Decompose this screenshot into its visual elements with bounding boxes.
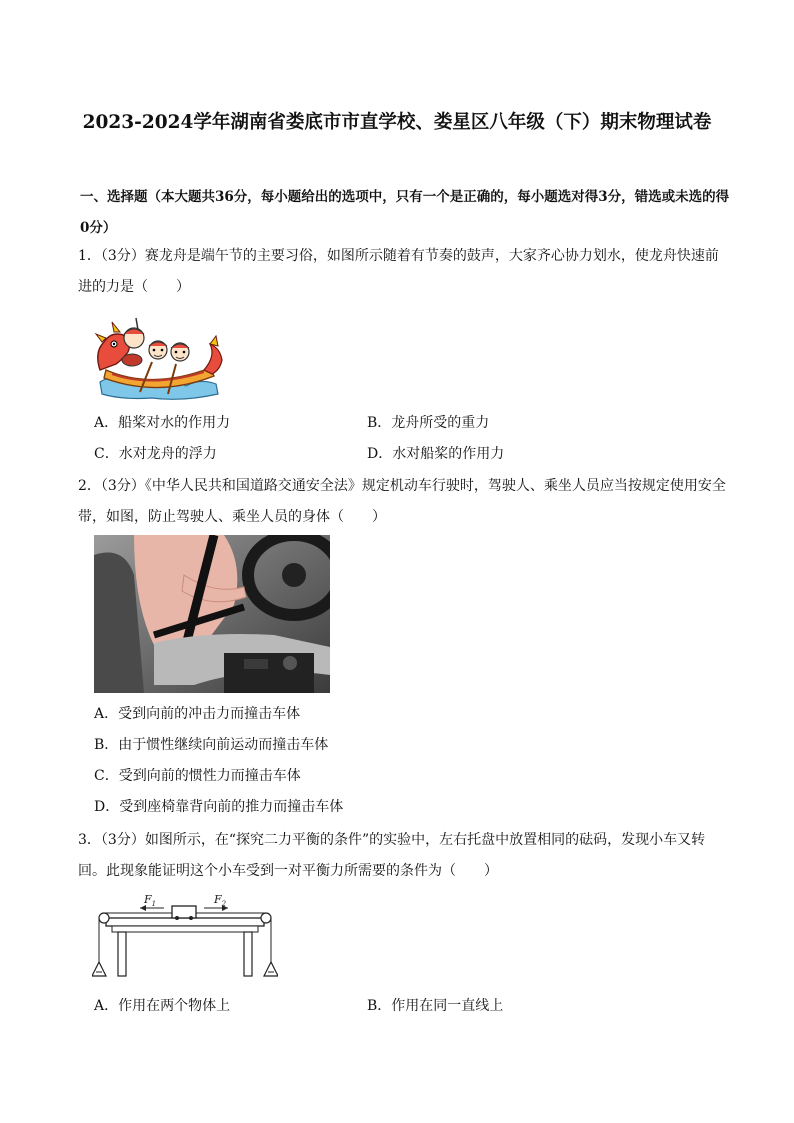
question-2	[78, 471, 728, 533]
page-title: 2023-2024学年湖南省娄底市市直学校、娄星区八年级（下）期末物理试卷	[82, 112, 712, 133]
svg-text:F2	[213, 893, 227, 908]
q2-option-a: A．受到向前的冲击力而撞击车体	[94, 706, 301, 722]
question-text: 如图所示，在“探究二力平衡的条件”的实验中，左右托盘中放置相同的砝码，发现小车又转回。此现象能证明这个小车受到一对平衡力所需要的条件为（ ）	[78, 832, 706, 879]
section-heading: 一、选择题（本大题共36分，每小题给出的选项中，只有一个是正确的，每小题选对得3分，错选或未选的得0分）	[80, 189, 730, 236]
f2-subscript: 2	[221, 900, 227, 908]
two-force-balance-diagram	[92, 890, 278, 980]
question-score: （3分）	[100, 248, 145, 264]
q1-option-b: B．龙舟所受的重力	[367, 415, 490, 431]
question-number: 1．	[78, 248, 101, 264]
q3-option-a: A．作用在两个物体上	[94, 998, 231, 1014]
question-3	[78, 825, 728, 887]
f2-label: F	[214, 893, 222, 906]
q3-option-b: B．作用在同一直线上	[367, 998, 504, 1014]
svg-text:F1	[143, 893, 156, 908]
question-score: （3分）	[100, 832, 145, 848]
question-number: 2．	[78, 478, 101, 494]
q2-option-b: B．由于惯性继续向前运动而撞击车体	[94, 737, 329, 753]
q2-option-d: D．受到座椅靠背向前的推力而撞击车体	[94, 799, 344, 815]
q1-option-a: A．船桨对水的作用力	[94, 415, 231, 431]
seatbelt-photo	[94, 535, 330, 693]
question-1	[78, 241, 728, 303]
question-text: 赛龙舟是端午节的主要习俗，如图所示随着有节奏的鼓声，大家齐心协力划水，使龙舟快速前进的力是（ ）	[78, 248, 719, 295]
q1-option-c: C．水对龙舟的浮力	[94, 446, 217, 462]
q1-option-d: D．水对船桨的作用力	[367, 446, 505, 462]
question-score: （3分）	[100, 478, 145, 494]
question-number: 3．	[78, 832, 101, 848]
dragon-boat-figure	[92, 312, 228, 400]
question-text: 《中华人民共和国道路交通安全法》规定机动车行驶时，驾驶人、乘坐人员应当按规定使用安全带，如图，防止驾驶人、乘坐人员的身体（ ）	[78, 478, 726, 525]
f1-subscript: 1	[151, 900, 157, 908]
f1-label: F	[144, 893, 152, 906]
q2-option-c: C．受到向前的惯性力而撞击车体	[94, 768, 301, 784]
